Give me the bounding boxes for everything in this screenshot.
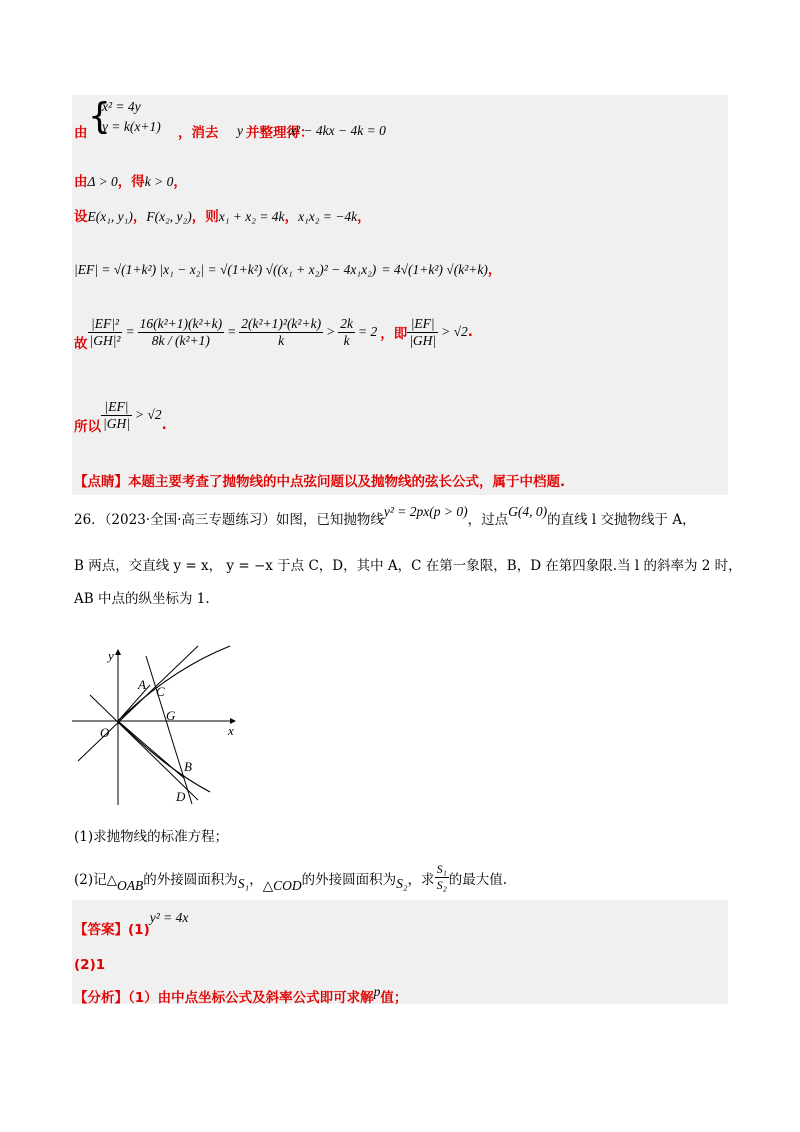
set-c: ，则 bbox=[191, 209, 219, 225]
so-frac-num: |EF| bbox=[101, 399, 132, 416]
problem-line1-eq: y² = 2px(p > 0) bbox=[383, 504, 468, 519]
question-1: (1)求抛物线的标准方程； bbox=[74, 829, 229, 845]
delta-res: k > 0 bbox=[144, 174, 174, 189]
so-line bbox=[74, 392, 167, 438]
gu-b: ，即 bbox=[380, 326, 408, 342]
gu-res: > √2 bbox=[441, 324, 468, 339]
problem-line1-pt: G(4, 0) bbox=[508, 504, 548, 519]
so-end: . bbox=[161, 417, 167, 433]
q2-f: 的最大值. bbox=[448, 871, 508, 888]
problem-line1-c: 的直线 l 交抛物线于 A， bbox=[547, 512, 696, 528]
gu-frac-3 bbox=[239, 316, 323, 349]
so-a: 所以 bbox=[74, 419, 101, 435]
problem-line1-a: 26．（2023·全国·高三专题练习）如图，已知抛物线 bbox=[74, 512, 384, 528]
label-C: C bbox=[156, 684, 165, 699]
set-F: F(x₂, y₂) bbox=[146, 209, 192, 224]
comment-line: 【点睛】本题主要考查了抛物线的中点弦问题以及抛物线的弦长公式，属于中档题. bbox=[74, 474, 566, 490]
gu-gt: > bbox=[326, 324, 336, 339]
solution-block bbox=[72, 95, 728, 495]
system-eq-1: x² = 4y bbox=[102, 99, 141, 114]
gu-frac-4-den: k bbox=[343, 332, 350, 348]
ana-p: p bbox=[373, 984, 381, 999]
q2-b: 的外接圆面积为 bbox=[143, 871, 238, 888]
gu-frac-4 bbox=[338, 316, 355, 349]
q2-t1: OAB bbox=[117, 877, 144, 893]
sys-mid2: 并整理得： bbox=[246, 125, 314, 141]
q2-t2: △COD bbox=[262, 877, 302, 893]
set-e: ， bbox=[357, 209, 371, 225]
gu-frac-3-num: 2(k²+1)²(k²+k) bbox=[241, 315, 322, 331]
gu-line bbox=[74, 300, 473, 364]
gu-frac-1-num: |EF|² bbox=[88, 316, 123, 333]
ef-res: = 4√(1+k²) √(k²+k) bbox=[381, 262, 488, 277]
sys-result: x² − 4kx − 4k = 0 bbox=[290, 123, 386, 138]
q2-frac-den: S₂ bbox=[436, 878, 447, 892]
set-a: 设 bbox=[74, 209, 88, 225]
gu-a: 故 bbox=[74, 336, 88, 352]
analysis-line bbox=[74, 986, 407, 1006]
label-G: G bbox=[166, 708, 176, 723]
gu-frac-1-den: |GH|² bbox=[89, 332, 121, 348]
so-frac bbox=[101, 399, 132, 432]
q2-s2: S₂ bbox=[396, 875, 408, 891]
so-frac-den: |GH| bbox=[103, 415, 130, 431]
set-line bbox=[74, 205, 371, 225]
sys-var: y bbox=[237, 123, 243, 138]
gu-frac-2 bbox=[138, 316, 225, 349]
answer-line-1 bbox=[74, 910, 189, 938]
set-d: ， bbox=[284, 209, 299, 225]
set-sum: x₁ + x₂ = 4k bbox=[218, 209, 285, 224]
answer-line-2: (2)1 bbox=[74, 957, 106, 973]
ana-b: 值； bbox=[380, 990, 408, 1006]
q2-s1: S₁ bbox=[237, 875, 250, 891]
problem-line-3: AB 中点的纵坐标为 1. bbox=[74, 591, 210, 607]
q2-d: 的外接圆面积为 bbox=[301, 871, 397, 888]
label-O: O bbox=[100, 725, 110, 740]
system-eq-2: y = k(x+1) bbox=[102, 119, 161, 134]
problem-line-2: B 两点，交直线 y = x， y = −x 于点 C，D，其中 A，C 在第一象限，B，D 在第四象限.当 l 的斜率为 2 时， bbox=[74, 558, 742, 574]
delta-a: 由 bbox=[74, 174, 88, 190]
set-b: ， bbox=[132, 209, 147, 225]
q2-frac bbox=[435, 862, 449, 893]
gu-frac-5-den: |GH| bbox=[409, 332, 437, 348]
ef-end: ， bbox=[487, 262, 502, 278]
label-y: y bbox=[108, 648, 114, 663]
q2-e: ，求 bbox=[407, 871, 435, 888]
question-2 bbox=[74, 862, 507, 893]
delta-b: ，得 bbox=[117, 174, 145, 190]
problem-line1-b: ，过点 bbox=[467, 512, 509, 528]
ans-a: 【答案】(1) bbox=[74, 922, 150, 938]
line-y-eq-neg-x bbox=[90, 695, 198, 800]
parabola-figure bbox=[70, 640, 250, 810]
ans-eq: y² = 4x bbox=[149, 910, 189, 925]
q2-a: (2)记△ bbox=[74, 871, 118, 888]
gu-frac-4-num: 2k bbox=[340, 315, 353, 331]
gu-frac-5-num: |EF| bbox=[407, 316, 438, 333]
delta-eq: Δ > 0 bbox=[87, 174, 118, 189]
gu-frac-2-den: 8k / (k²+1) bbox=[151, 332, 210, 348]
q2-frac-num: S₁ bbox=[436, 862, 447, 876]
problem-line-1 bbox=[74, 504, 696, 528]
sys-prefix: 由 bbox=[74, 125, 88, 141]
set-E: E(x₁, y₁) bbox=[87, 209, 133, 224]
ef-line bbox=[74, 258, 501, 278]
label-A: A bbox=[138, 677, 146, 692]
label-D: D bbox=[176, 789, 186, 804]
label-B: B bbox=[184, 759, 192, 774]
gu-frac-2-num: 16(k²+1)(k²+k) bbox=[139, 315, 223, 331]
chord-OB bbox=[118, 721, 184, 778]
sys-mid: ，消去 bbox=[178, 125, 219, 141]
set-prod: x₁x₂ = −4k bbox=[298, 209, 358, 224]
so-res: > √2 bbox=[134, 407, 162, 422]
label-x: x bbox=[228, 723, 234, 738]
gu-eq1: = bbox=[125, 324, 135, 339]
gu-frac-5 bbox=[407, 316, 438, 349]
q2-c: ， bbox=[249, 871, 263, 888]
ef-eq: |EF| = √(1+k²) |x₁ − x₂| = √(1+k²) √((x₁ + x₂)² − 4x₁x₂) bbox=[74, 262, 377, 277]
brace-icon: { bbox=[88, 96, 111, 137]
gu-frac-3-den: k bbox=[278, 332, 285, 348]
gu-eq4: = 2 bbox=[357, 324, 378, 339]
ana-a: 【分析】（1）由中点坐标公式及斜率公式即可求解 bbox=[74, 990, 374, 1006]
delta-line bbox=[74, 170, 187, 190]
gu-frac-1 bbox=[88, 316, 123, 349]
gu-eq2: = bbox=[227, 324, 237, 339]
line-y-eq-x bbox=[78, 646, 198, 761]
delta-c: ， bbox=[173, 174, 187, 190]
gu-end: . bbox=[467, 324, 473, 340]
